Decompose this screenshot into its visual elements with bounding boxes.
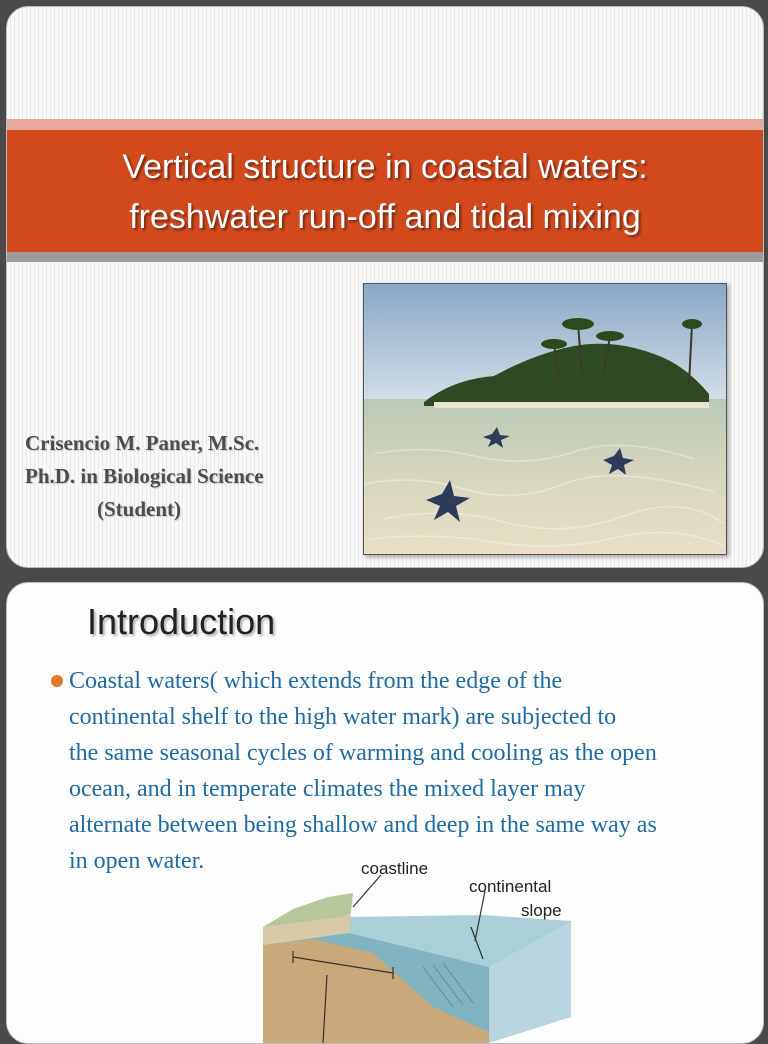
body-line-3: the same seasonal cycles of warming and cooling as the open xyxy=(69,740,657,766)
continental-shelf-diagram xyxy=(253,857,583,1043)
author-status: (Student) xyxy=(97,497,182,521)
body-line-2: continental shelf to the high water mark) are subjected to xyxy=(69,704,617,730)
slide-title-line-1: Vertical structure in coastal waters: xyxy=(122,148,648,186)
body-line-4: ocean, and in temperate climates the mixed layer may xyxy=(69,776,586,802)
author-degree: Ph.D. in Biological Science xyxy=(25,464,264,488)
slide-title-line-2: freshwater run-off and tidal mixing xyxy=(129,198,641,236)
body-line-5: alternate between being shallow and deep in the same way as xyxy=(69,812,657,838)
bullet-icon xyxy=(51,675,63,687)
continental-label: continental xyxy=(469,877,552,896)
beach-starfish-photo xyxy=(363,283,727,555)
divider-strip xyxy=(7,252,763,262)
title-slide xyxy=(6,6,764,568)
slide-heading: Introduction xyxy=(87,601,276,642)
slope-label: slope xyxy=(521,901,562,920)
body-line-6: in open water. xyxy=(69,848,205,874)
introduction-slide xyxy=(6,582,764,1044)
accent-strip xyxy=(7,119,763,130)
body-line-1: Coastal waters( which extends from the edge of the xyxy=(69,668,563,694)
coastline-label: coastline xyxy=(361,859,429,878)
author-name: Crisencio M. Paner, M.Sc. xyxy=(25,431,260,455)
